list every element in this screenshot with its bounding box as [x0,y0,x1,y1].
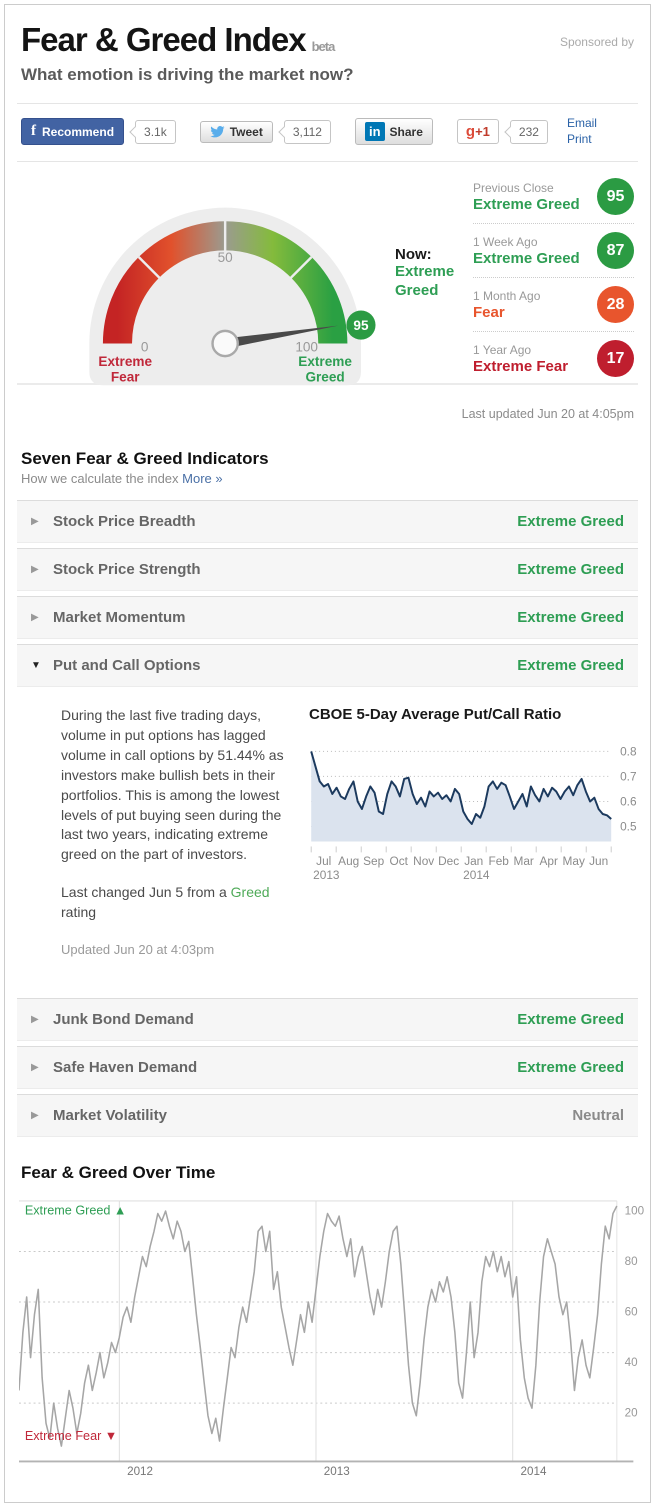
svg-text:0.7: 0.7 [620,769,637,784]
history-text [473,235,597,267]
indicator-rating: Extreme Greed [517,657,624,675]
svg-text:60: 60 [624,1306,638,1320]
google-plus-icon: g [465,123,476,141]
history-label: 1 Year Ago [473,342,532,357]
history-value-badge: 28 [597,286,634,323]
history-value-badge: 87 [597,232,634,269]
social-share-row [5,104,650,161]
cboe-chart-title: CBOE 5-Day Average Put/Call Ratio [309,706,562,724]
svg-text:Sep: Sep [363,854,385,869]
history-label: 1 Month Ago [473,288,541,303]
indicator-rating: Extreme Greed [517,1011,624,1029]
now-rating-block [395,164,463,397]
google-plus-one-label: +1 [475,124,490,140]
gauge-needle-hub [213,331,238,356]
expand-arrow-icon: ▶ [31,612,39,624]
greed-rating-link[interactable]: Greed [230,884,270,901]
facebook-icon: f [31,123,36,140]
sponsored-by-label: Sponsored by [559,35,634,49]
fear-greed-page [4,4,651,1503]
indicator-row-stock-price-strength[interactable] [17,548,638,591]
indicator-title: Put and Call Options [53,657,201,675]
history-panel [463,164,638,397]
facebook-count: 3.1k [135,120,176,144]
history-rating: Fear [473,303,505,321]
svg-text:2013: 2013 [313,868,340,882]
history-rating: Extreme Fear [473,357,569,375]
tweet-button[interactable] [200,121,273,143]
indicator-title: Stock Price Breadth [53,513,196,531]
email-link[interactable]: Email [566,116,597,130]
indicator-row-safe-haven-demand[interactable] [17,1046,638,1089]
page-subtitle: What emotion is driving the market now? [21,65,354,84]
now-rating: Extreme Greed [395,263,455,299]
gauge-extreme-fear-label: Extreme [98,353,153,369]
twitter-bird-icon [210,126,225,138]
last-changed-line [61,883,295,923]
svg-text:Oct: Oct [389,854,408,869]
expand-arrow-icon: ▶ [31,516,39,528]
facebook-recommend-label: Recommend [42,124,115,139]
history-row-1-month-ago [473,278,634,332]
history-label: Previous Close [473,180,554,195]
indicator-row-market-momentum[interactable] [17,596,638,639]
more-link[interactable]: More » [182,471,223,487]
linkedin-share-label: Share [389,124,423,139]
history-row-1-year-ago [473,332,634,385]
expand-arrow-icon: ▶ [31,1014,39,1026]
history-text [473,181,597,213]
indicator-title: Market Volatility [53,1107,167,1125]
cboe-put-call-chart [309,731,645,881]
gauge-wrap [17,164,395,397]
indicator-title: Market Momentum [53,609,186,627]
svg-text:2013: 2013 [323,1465,350,1479]
indicator-rating: Neutral [572,1107,624,1125]
expand-arrow-icon: ▶ [31,564,39,576]
gauge-max-label: 100 [295,339,318,355]
svg-text:2012: 2012 [127,1465,154,1479]
svg-text:40: 40 [624,1356,638,1370]
svg-text:Feb: Feb [488,854,509,869]
linkedin-icon: in [365,122,385,141]
indicator-title: Stock Price Strength [53,561,201,579]
svg-text:0.5: 0.5 [620,819,637,834]
page-title [21,21,334,58]
page-header [5,5,650,103]
svg-text:20: 20 [624,1407,638,1421]
expand-arrow-icon: ▶ [31,1110,39,1122]
beta-badge: beta [311,39,335,54]
indicator-rating: Extreme Greed [517,561,624,579]
svg-text:80: 80 [624,1255,638,1269]
indicator-rating: Extreme Greed [517,609,624,627]
svg-text:Dec: Dec [438,854,460,869]
svg-text:0.6: 0.6 [620,794,637,809]
gauge-extreme-greed-label: Extreme [298,353,352,369]
history-text [473,289,597,321]
how-we-calculate-text: How we calculate the index [21,471,179,487]
gauge-value: 95 [353,318,369,334]
indicator-row-stock-price-breadth[interactable] [17,500,638,543]
history-value-badge: 17 [597,340,634,377]
print-link[interactable]: Print [566,131,592,146]
detail-updated-text: Updated Jun 20 at 4:03pm [61,941,215,957]
gauge-mid-label: 50 [217,250,233,266]
gauge-min-label: 0 [140,339,149,355]
svg-text:May: May [562,854,585,869]
indicator-row-market-volatility[interactable] [17,1094,638,1137]
svg-text:Extreme Greed ▲: Extreme Greed ▲ [24,1203,127,1218]
linkedin-share-button[interactable] [355,118,433,145]
fear-greed-gauge [65,164,395,392]
facebook-recommend-button[interactable] [21,118,124,145]
email-print-links [567,116,597,147]
svg-text:0.8: 0.8 [620,744,637,759]
svg-text:2014: 2014 [520,1465,547,1479]
expand-arrow-icon: ▶ [31,1062,39,1074]
svg-text:Jul: Jul [316,854,332,869]
put-call-paragraph: During the last five trading days, volume in put options has lagged volume in call options by 51.44% as investors make bullish bets in their portfolios. This is among the lowest levels of put buying seen during the last two years, indicating extreme greed on the part of investors. [61,707,284,863]
indicator-rating: Extreme Greed [517,513,624,531]
svg-text:Extreme Fear ▼: Extreme Fear ▼ [24,1429,118,1444]
gauge-extreme-greed-label-2: Greed [305,369,345,385]
collapse-arrow-icon: ▼ [31,660,41,672]
cboe-chart-block [309,706,645,977]
svg-text:2014: 2014 [463,868,490,882]
svg-text:100: 100 [624,1204,645,1218]
overtime-chart-block [5,1191,650,1502]
svg-text:Apr: Apr [539,854,558,869]
tweet-count: 3,112 [284,120,331,144]
history-row-previous-close [473,170,634,224]
svg-text:Aug: Aug [338,854,360,869]
indicator-rating: Extreme Greed [517,1059,624,1077]
indicator-title: Junk Bond Demand [53,1011,194,1029]
indicator-title: Safe Haven Demand [53,1059,198,1077]
indicators-section [5,423,650,1137]
google-plus-count: 232 [510,120,548,144]
gauge-extreme-fear-label-2: Fear [110,369,140,385]
google-plus-one-button[interactable] [457,119,499,144]
put-call-description [61,706,309,977]
last-updated-text: Last updated Jun 20 at 4:05pm [461,407,634,422]
put-call-detail-panel [17,692,638,993]
overtime-chart-heading: Fear & Greed Over Time [21,1163,216,1183]
history-text [473,343,597,375]
gauge-section [5,162,650,397]
history-rating: Extreme Greed [473,249,580,267]
last-changed-suffix: rating [61,904,97,921]
svg-text:Jan: Jan [464,854,484,869]
history-value-badge: 95 [597,178,634,215]
history-label: 1 Week Ago [473,234,538,249]
last-changed-prefix: Last changed Jun 5 from a [61,884,231,901]
indicators-subtext [21,471,634,486]
svg-text:Jun: Jun [589,854,609,869]
tweet-label: Tweet [229,124,263,139]
svg-text:Mar: Mar [513,854,534,869]
history-rating: Extreme Greed [473,195,580,213]
history-row-1-week-ago [473,224,634,278]
page-title-text: Fear & Greed Index [21,21,306,58]
now-label: Now: [395,246,432,264]
indicators-heading: Seven Fear & Greed Indicators [21,449,269,469]
indicator-row-junk-bond-demand[interactable] [17,998,638,1041]
indicator-row-put-and-call-options[interactable] [17,644,638,687]
fear-greed-over-time-chart [19,1191,646,1485]
svg-text:Nov: Nov [413,854,435,869]
